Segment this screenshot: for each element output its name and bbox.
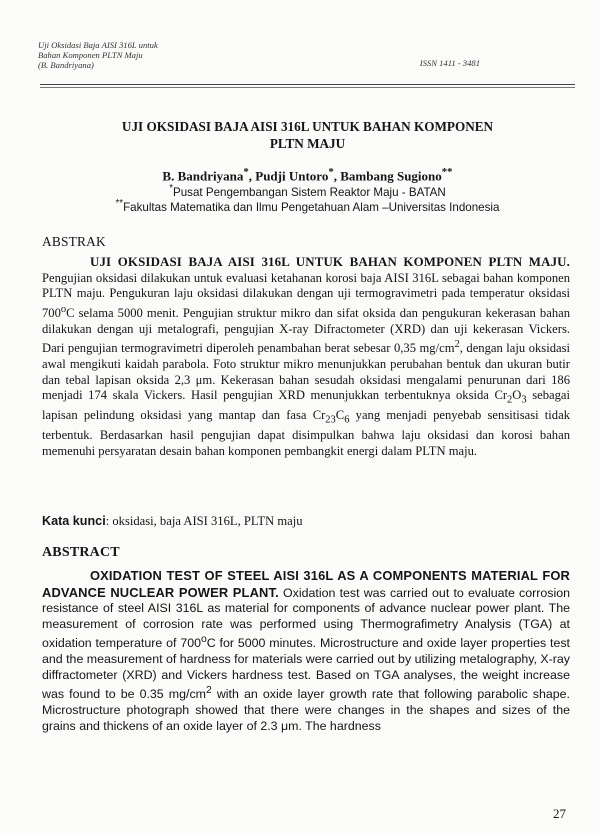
header-rule <box>40 84 575 85</box>
affiliation-mark: * <box>169 183 173 194</box>
subscript: 23 <box>325 414 336 426</box>
superscript: o <box>201 634 207 646</box>
keywords-text: : oksidasi, baja AISI 316L, PLTN maju <box>105 514 303 528</box>
affiliation <box>40 198 575 214</box>
keywords-label: Kata kunci <box>42 514 106 528</box>
abstrak-heading: ABSTRAK <box>42 234 106 249</box>
paper-title-line: PLTN MAJU <box>269 136 346 151</box>
abstract-paragraph <box>42 568 570 734</box>
author-name: Bambang Sugiono <box>340 168 442 184</box>
author-separator: , <box>333 168 341 184</box>
text-run: C selama 5000 menit. Pengujian struktur mikro dan sifat oksida dan pengukuran kekerasan bahan dilakukan dengan uji metalografi, pengujian X-ray Difractometer (XRD) dan uji kekerasan Vickers. Dari pengujian termogravimetri diperoleh penambahan berat sebesar 0,35 mg/cm <box>42 305 570 356</box>
running-header-line: (B. Bandriyana) <box>38 60 94 70</box>
running-header <box>38 40 158 70</box>
paper-title <box>40 118 575 152</box>
author-mark: ** <box>441 166 453 178</box>
text-run: O <box>512 388 522 403</box>
affiliation-text: Fakultas Matematika dan Ilmu Pengetahuan Alam –Universitas Indonesia <box>123 200 500 214</box>
superscript: o <box>60 303 67 315</box>
text-run: C for 5000 minutes. Microstructure and oxide layer properties test and the measurement of hardness for materials were carried out by utilizing metalography, X-ray diffractometer (XRD) and Vickers hardness test. Based on TGA analyses, the weight increase was found to be 0.35 mg/cm <box>42 636 570 702</box>
header-rule <box>40 87 575 88</box>
text-run: C <box>335 408 345 423</box>
affiliation <box>40 183 575 199</box>
running-header-line: Bahan Komponen PLTN Maju <box>38 50 143 60</box>
subscript: 2 <box>507 394 513 406</box>
author-list <box>40 166 575 184</box>
abstrak-lead-title: UJI OKSIDASI BAJA AISI 316L UNTUK BAHAN KOMPONEN PLTN MAJU. <box>90 255 570 269</box>
text-run: , dengan laju oksidasi awal mengikuti kaidah parabola. Foto struktur mikro menunjukkan perubahan bentuk dan ukuran butir dan tebal lapisan oksida 2,3 μm. Kekerasan bahan sesudah oksidasi mengalami penurunan dari 186 menjadi 174 skala Vickers. Hasil pengujian XRD menunjukkan terbentuknya oksida Cr <box>42 341 570 403</box>
issn-number: ISSN 1411 - 3481 <box>419 58 480 68</box>
abstrak-paragraph <box>42 255 570 460</box>
text-run: with an oxide layer growth rate that following parabolic shape. Microstructure photograph showed that there were changes in the shapes and sizes of the grains and thickens of an oxide layer of 2.3 μm. The hardness <box>42 687 570 733</box>
keywords-line <box>42 514 303 529</box>
affiliation-mark: ** <box>115 198 124 209</box>
author-mark: * <box>328 166 334 178</box>
text-run: Pengujian oksidasi dilakukan untuk evaluasi ketahanan korosi baja AISI 316L sebagai bahan komponen PLTN maju. Pengukuran laju oksidasi dilakukan dengan uji termogravimetri pada temperatur oksidasi 700 <box>42 270 570 320</box>
text-run: yang menjadi penyebab sensitisasi tidak terbentuk. Berdasarkan hasil pengujian dapat disimpulkan bahwa laju oksidasi dan korosi bahan memenuhi persyaratan desain bahan komponen pembangkit energi dalam PLTN maju. <box>42 408 570 458</box>
abstract-lead-title: OXIDATION TEST OF STEEL AISI 316L AS A COMPONENTS MATERIAL FOR ADVANCE NUCLEAR POWER PLANT. <box>42 568 570 600</box>
author-separator: , <box>248 168 256 184</box>
subscript: 3 <box>521 394 527 406</box>
text-run: sebagai lapisan pelindung oksidasi yang mantap dan fasa Cr <box>42 388 570 423</box>
text-run: Oxidation test was carried out to evaluate corrosion resistance of steel AISI 316L as material for components of advance nuclear power plant. The measurement of corrosion rate was performed using Thermografimetry Analysis (TGA) at oxidation temperature of 700 <box>42 585 570 651</box>
paper-title-line: UJI OKSIDASI BAJA AISI 316L UNTUK BAHAN KOMPONEN <box>121 119 494 134</box>
running-header-line: Uji Oksidasi Baja AISI 316L untuk <box>38 40 158 50</box>
author-mark: * <box>243 166 249 178</box>
author-name: B. Bandriyana <box>162 168 244 184</box>
superscript: 2 <box>205 685 212 697</box>
page-number: 27 <box>553 806 566 821</box>
superscript: 2 <box>454 339 460 351</box>
affiliation-text: Pusat Pengembangan Sistem Reaktor Maju - BATAN <box>172 185 446 199</box>
abstract-heading: ABSTRACT <box>42 545 120 560</box>
author-name: Pudji Untoro <box>255 168 329 184</box>
subscript: 6 <box>344 414 350 426</box>
